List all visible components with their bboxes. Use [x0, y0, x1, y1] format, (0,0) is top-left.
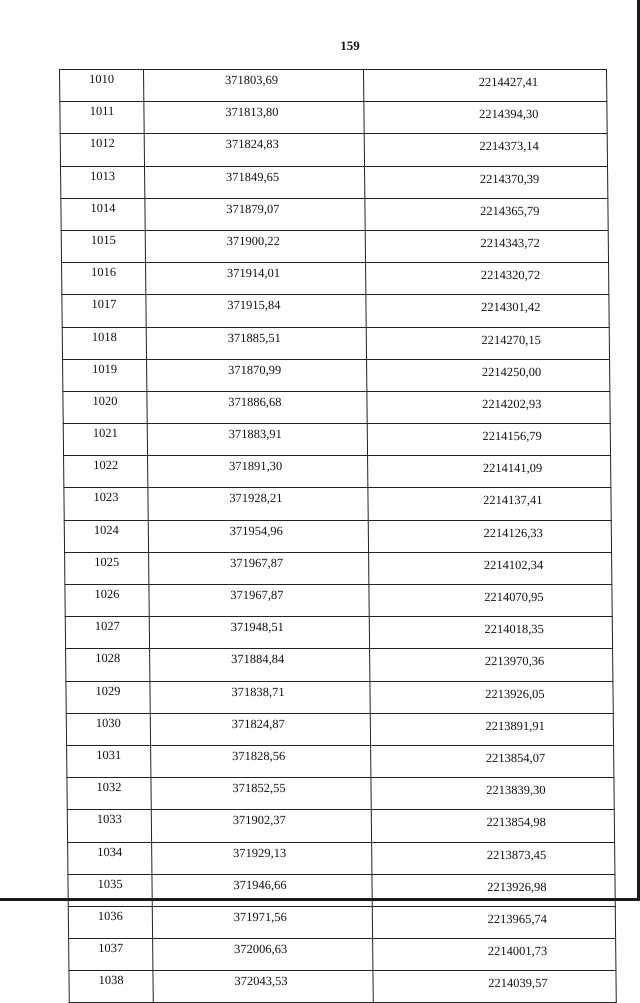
y-coordinate: 2214370,39 [365, 166, 608, 198]
table-row [67, 778, 614, 810]
table-row [63, 391, 610, 423]
point-number: 1019 [63, 359, 147, 391]
table-row [62, 263, 609, 295]
point-number: 1020 [63, 391, 147, 423]
point-number: 1037 [69, 939, 153, 971]
table-row [64, 520, 611, 552]
x-coordinate: 372006,63 [153, 939, 373, 971]
x-coordinate: 371902,37 [151, 810, 371, 842]
table-row [66, 681, 613, 713]
table-row [65, 617, 612, 649]
table-row [68, 874, 615, 906]
x-coordinate: 371954,96 [148, 520, 368, 552]
x-coordinate: 371891,30 [148, 456, 368, 488]
y-coordinate: 2214301,42 [366, 295, 609, 327]
table-row [64, 488, 611, 520]
y-coordinate: 2214001,73 [373, 939, 616, 971]
x-coordinate: 371886,68 [147, 391, 367, 423]
y-coordinate: 2214320,72 [366, 263, 609, 295]
point-number: 1010 [60, 70, 144, 102]
point-number: 1013 [61, 166, 145, 198]
x-coordinate: 371824,83 [144, 134, 364, 166]
table-row [61, 230, 608, 262]
point-number: 1012 [60, 134, 144, 166]
page-number: 159 [340, 38, 360, 53]
y-coordinate: 2213839,30 [371, 778, 614, 810]
x-coordinate: 371948,51 [149, 617, 369, 649]
x-coordinate: 371929,13 [152, 842, 372, 874]
y-coordinate: 2214427,41 [364, 70, 607, 102]
point-number: 1017 [62, 295, 146, 327]
y-coordinate: 2213970,36 [370, 649, 613, 681]
y-coordinate: 2213873,45 [372, 842, 615, 874]
y-coordinate: 2214039,57 [373, 971, 616, 1003]
point-number: 1011 [60, 102, 144, 134]
table-row [68, 906, 615, 938]
table-row [66, 713, 613, 745]
table-row [67, 810, 614, 842]
table-row [65, 585, 612, 617]
y-coordinate: 2214126,33 [368, 520, 611, 552]
point-number: 1023 [64, 488, 148, 520]
x-coordinate: 372043,53 [153, 971, 373, 1003]
x-coordinate: 371828,56 [151, 745, 371, 777]
y-coordinate: 2213926,98 [372, 874, 615, 906]
y-coordinate: 2214373,14 [364, 134, 607, 166]
point-number: 1030 [66, 713, 150, 745]
x-coordinate: 371884,84 [150, 649, 370, 681]
x-coordinate: 371803,69 [144, 70, 364, 102]
point-number: 1014 [61, 198, 145, 230]
y-coordinate: 2213854,07 [371, 745, 614, 777]
x-coordinate: 371852,55 [151, 778, 371, 810]
point-number: 1038 [69, 971, 153, 1003]
x-coordinate: 371946,66 [152, 874, 372, 906]
x-coordinate: 371914,01 [146, 263, 366, 295]
table-row [60, 70, 607, 102]
x-coordinate: 371824,87 [150, 713, 370, 745]
point-number: 1032 [67, 778, 151, 810]
y-coordinate: 2214343,72 [365, 230, 608, 262]
table-row [61, 166, 608, 198]
x-coordinate: 371915,84 [146, 295, 366, 327]
table-row [66, 649, 613, 681]
table-row [69, 939, 616, 971]
table-row [60, 134, 607, 166]
x-coordinate: 371870,99 [147, 359, 367, 391]
point-number: 1015 [61, 230, 145, 262]
coordinates-table [59, 69, 617, 1003]
point-number: 1027 [65, 617, 149, 649]
y-coordinate: 2214270,15 [366, 327, 609, 359]
y-coordinate: 2213965,74 [372, 906, 615, 938]
table-row [62, 327, 609, 359]
y-coordinate: 2214141,09 [368, 456, 611, 488]
y-coordinate: 2213926,05 [370, 681, 613, 713]
table-row [62, 295, 609, 327]
coordinates-table-body [60, 70, 617, 1003]
point-number: 1018 [62, 327, 146, 359]
y-coordinate: 2214137,41 [368, 488, 611, 520]
table-row [68, 842, 615, 874]
y-coordinate: 2214018,35 [369, 617, 612, 649]
y-coordinate: 2214202,93 [367, 391, 610, 423]
y-coordinate: 2214394,30 [364, 102, 607, 134]
x-coordinate: 371885,51 [146, 327, 366, 359]
y-coordinate: 2214156,79 [367, 424, 610, 456]
x-coordinate: 371967,87 [149, 585, 369, 617]
x-coordinate: 371967,87 [149, 552, 369, 584]
table-row [60, 102, 607, 134]
point-number: 1028 [66, 649, 150, 681]
x-coordinate: 371900,22 [145, 230, 365, 262]
point-number: 1036 [68, 906, 152, 938]
point-number: 1024 [64, 520, 148, 552]
x-coordinate: 371813,80 [144, 102, 364, 134]
point-number: 1034 [68, 842, 152, 874]
y-coordinate: 2214365,79 [365, 198, 608, 230]
table-row [63, 424, 610, 456]
y-coordinate: 2214070,95 [369, 585, 612, 617]
point-number: 1016 [62, 263, 146, 295]
table-row [67, 745, 614, 777]
x-coordinate: 371971,56 [152, 906, 372, 938]
table-row [63, 359, 610, 391]
table-row [69, 971, 616, 1003]
table-row [64, 456, 611, 488]
point-number: 1026 [65, 585, 149, 617]
y-coordinate: 2213854,98 [371, 810, 614, 842]
x-coordinate: 371838,71 [150, 681, 370, 713]
point-number: 1021 [63, 424, 147, 456]
x-coordinate: 371849,65 [145, 166, 365, 198]
y-coordinate: 2213891,91 [370, 713, 613, 745]
x-coordinate: 371928,21 [148, 488, 368, 520]
point-number: 1025 [65, 552, 149, 584]
table-row [65, 552, 612, 584]
point-number: 1022 [64, 456, 148, 488]
point-number: 1029 [66, 681, 150, 713]
point-number: 1031 [67, 745, 151, 777]
x-coordinate: 371883,91 [147, 424, 367, 456]
y-coordinate: 2214250,00 [367, 359, 610, 391]
table-row [61, 198, 608, 230]
x-coordinate: 371879,07 [145, 198, 365, 230]
point-number: 1033 [67, 810, 151, 842]
point-number: 1035 [68, 874, 152, 906]
y-coordinate: 2214102,34 [369, 552, 612, 584]
